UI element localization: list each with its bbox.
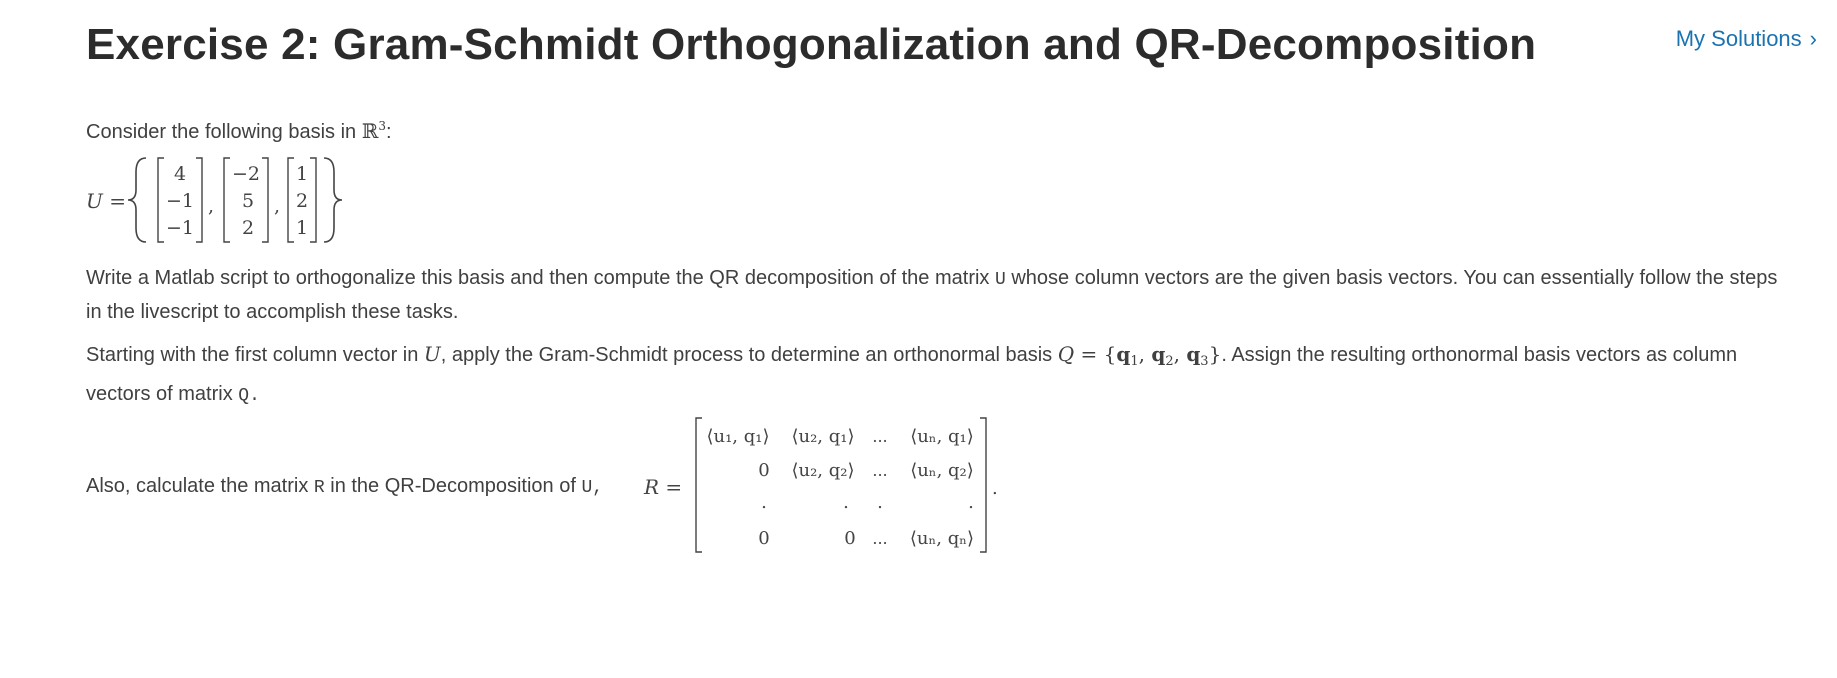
my-solutions-label: My Solutions — [1675, 26, 1802, 51]
r-row2-col2: ⟨u₂, q₂⟩ — [791, 460, 855, 481]
p3-text-b: in the QR-Decomposition of — [324, 475, 582, 497]
p2-text-c: . Assign the resulting orthonormal basis vectors as column vectors of matrix — [86, 344, 1738, 405]
r-row3-col3: . — [877, 492, 883, 513]
right-brace — [324, 158, 342, 242]
p2-text-a: Starting with the first column vector in — [86, 344, 424, 366]
vector3-entry-2: 2 — [295, 190, 309, 212]
r-row1-col1: ⟨u₁, q₁⟩ — [706, 426, 770, 447]
r-row1-col3: ... — [872, 427, 888, 446]
my-solutions-link[interactable] — [1676, 26, 1817, 52]
r-row1-col4: ⟨uₙ, q₁⟩ — [910, 426, 974, 447]
vector1-left-bracket — [158, 158, 164, 242]
r-row2-col4: ⟨uₙ, q₂⟩ — [910, 460, 974, 481]
basis-comma-1: , — [208, 195, 215, 217]
basis-equation — [84, 150, 374, 250]
real-space-exponent: 3 — [378, 119, 386, 133]
r-row3-col4: . — [968, 492, 974, 513]
p3-code-r: R — [313, 478, 325, 498]
r-matrix-period: . — [992, 478, 998, 499]
r-row2-col3: ... — [872, 461, 888, 480]
p3-text-a: Also, calculate the matrix — [86, 475, 314, 497]
p2-q3: q — [1186, 342, 1201, 366]
vector1-entry-2: −1 — [165, 190, 195, 212]
p2-math-q: Q — [1057, 342, 1075, 366]
instructions-paragraph-1 — [86, 262, 1786, 328]
basis-label: U = — [86, 189, 126, 213]
p2-text-b: , apply the Gram-Schmidt process to determine an orthonormal basis — [440, 344, 1058, 366]
p2-q2-sub: 2 — [1165, 354, 1174, 369]
vector2-entry-2: 5 — [241, 190, 255, 212]
p1-code-u: U — [994, 270, 1006, 290]
vector1-right-bracket — [196, 158, 202, 242]
r-row1-col2: ⟨u₂, q₁⟩ — [791, 426, 855, 447]
instructions-paragraph-2 — [86, 338, 1786, 412]
intro-label: Consider the following basis in — [86, 121, 362, 143]
vector3-entry-3: 1 — [295, 217, 309, 239]
p2-code-q: Q. — [238, 386, 260, 406]
r-row4-col3: ... — [872, 529, 888, 548]
chevron-right-icon: › — [1809, 26, 1817, 51]
p2-q3-sub: 3 — [1200, 354, 1209, 369]
r-row4-col1: 0 — [758, 528, 770, 549]
p2-sep-2: , — [1173, 342, 1187, 366]
vector2-right-bracket — [262, 158, 268, 242]
p1-text-before: Write a Matlab script to orthogonalize this basis and then compute the QR decomposition of the matrix — [86, 267, 995, 289]
p2-math-u: U — [423, 342, 441, 366]
r-row3-col1: . — [761, 492, 767, 513]
vector3-right-bracket — [310, 158, 316, 242]
p2-math-close: } — [1208, 342, 1222, 366]
real-space-symbol: ℝ — [361, 119, 379, 143]
vector3-left-bracket — [288, 158, 294, 242]
page-title: Exercise 2: Gram-Schmidt Orthogonalization and QR-Decomposition — [86, 20, 1537, 69]
instructions-paragraph-3 — [86, 470, 603, 504]
basis-comma-2: , — [274, 195, 281, 217]
p2-q1-sub: 1 — [1130, 354, 1139, 369]
r-matrix-left-bracket — [696, 418, 702, 552]
vector2-entry-3: 2 — [241, 217, 255, 239]
r-row4-col2: 0 — [844, 528, 856, 549]
r-label: R = — [644, 475, 683, 499]
p2-sep-1: , — [1138, 342, 1152, 366]
r-row2-col1: 0 — [758, 460, 770, 481]
p3-code-u: U, — [581, 478, 604, 498]
vector3-entry-1: 1 — [295, 163, 309, 185]
vector2-entry-1: −2 — [231, 163, 261, 185]
p2-q1: q — [1116, 342, 1131, 366]
left-brace — [128, 158, 146, 242]
intro-text — [86, 110, 392, 148]
intro-colon: : — [385, 121, 392, 143]
p1-text-after: whose column vectors are the given basis vectors. You can essentially follow the steps in the livescript to accomplish these tasks. — [86, 267, 1778, 323]
vector1-entry-1: 4 — [173, 163, 187, 185]
r-row4-col4: ⟨uₙ, qₙ⟩ — [909, 528, 975, 549]
r-row3-col2: . — [843, 492, 849, 513]
vector1-entry-3: −1 — [165, 217, 195, 239]
r-matrix-equation — [640, 410, 1010, 560]
vector2-left-bracket — [224, 158, 230, 242]
r-matrix-right-bracket — [980, 418, 986, 552]
p2-math-eq: = { — [1074, 342, 1117, 366]
p2-q2: q — [1151, 342, 1166, 366]
